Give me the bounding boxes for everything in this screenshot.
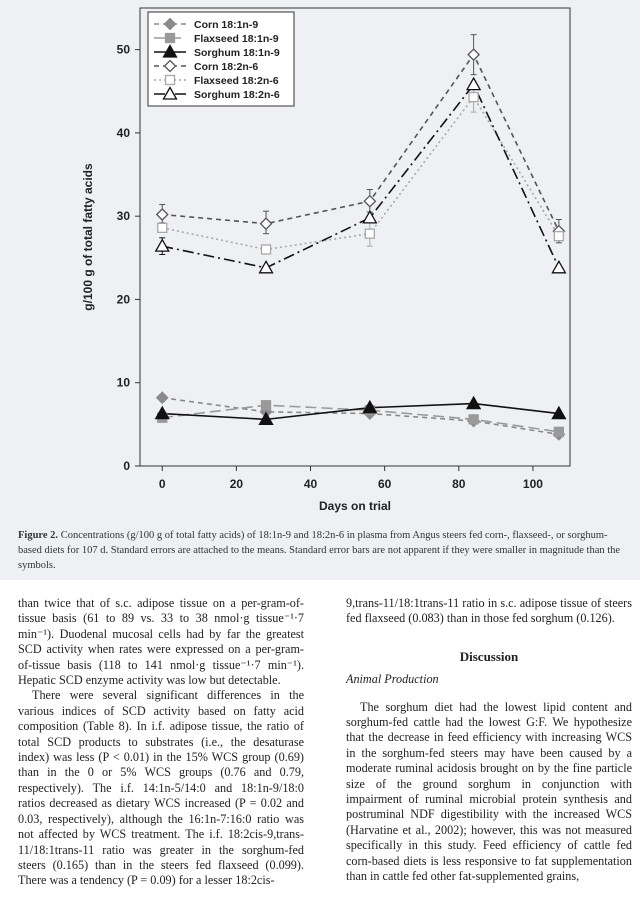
paragraph: than twice that of s.c. adipose tissue on a per-gram-of-tissue basis (61 to 89 vs. 33 to 38 nmol·g tissue⁻¹·7 min⁻¹). Duodenal mucosal cells had by far the greatest SCD activity when rates were expressed on a per-gram-of-tissue basis (118 to 141 nmol·g tissue⁻¹·7 min⁻¹). Hepatic SCD enzyme activity was low but detectable. [18, 596, 304, 688]
data-point [467, 397, 480, 409]
data-point [158, 223, 167, 232]
legend-label: Flaxseed 18:2n-6 [194, 75, 279, 87]
x-tick-label: 20 [229, 477, 244, 491]
y-tick-label: 30 [116, 209, 130, 224]
data-point [261, 218, 272, 229]
data-point [260, 261, 273, 273]
figure-caption-text: Concentrations (g/100 g of total fatty acids) of 18:1n-9 and 18:2n-6 in plasma from Angus steers fed corn-, flaxseed-, or sorghum-based diets for 107 d. Standard errors are attached to the means. Standard error bars are not apparent if they were smaller in magnitude than the symbols. [18, 530, 621, 571]
figure-label: Figure 2. [18, 530, 59, 541]
y-tick-label: 50 [116, 42, 130, 57]
x-tick-label: 80 [452, 477, 466, 491]
right-text-column [346, 596, 632, 885]
series-line [162, 398, 559, 435]
series-line [162, 97, 559, 249]
y-axis-title: g/100 g of total fatty acids [81, 163, 95, 311]
data-point [469, 93, 478, 102]
figure-caption [18, 528, 630, 573]
left-text-column [18, 596, 304, 889]
x-tick-label: 100 [522, 477, 543, 491]
data-point [363, 211, 376, 223]
y-tick-label: 10 [116, 375, 130, 390]
series-lines [162, 55, 559, 435]
chart-legend [148, 12, 294, 106]
y-tick-label: 20 [116, 292, 130, 307]
data-point [554, 427, 563, 436]
data-point [262, 245, 271, 254]
x-tick-label: 0 [158, 477, 166, 491]
series-markers [156, 49, 566, 440]
subsection-heading: Animal Production [346, 672, 439, 687]
y-tick-label: 0 [123, 459, 130, 473]
data-point [469, 415, 478, 424]
legend-label: Sorghum 18:1n-9 [194, 47, 280, 59]
legend-marker [166, 34, 175, 43]
x-axis-title: Days on trial [318, 499, 392, 513]
data-point [365, 229, 374, 238]
data-point [157, 392, 168, 403]
data-point [552, 261, 565, 273]
data-point [467, 78, 480, 90]
paragraph: The sorghum diet had the lowest lipid content and sorghum-fed cattle had the lowest G:F. We hypothesize that the decrease in feed efficiency with increasing WCS in the sorghum-fed steers may have been caused by a moderate ruminal acidosis brought on by the fine particle size of the ground sorghum in conjunction with impairment of ruminal microbial protein synthesis and postruminal NDF digestibility with the increased WCS (Harvatine et al., 2002); however, this was not measured specifically in this study. Feed efficiency of cattle fed corn-based diets is less responsive to fat supplementation than in cattle fed other fat-supplemented grains, [346, 699, 632, 884]
y-tick-label: 40 [116, 125, 130, 140]
legend-label: Corn 18:1n-9 [194, 19, 259, 31]
legend-label: Flaxseed 18:1n-9 [194, 33, 279, 45]
data-point [468, 49, 479, 60]
legend-label: Sorghum 18:2n-6 [194, 89, 280, 101]
data-point [554, 232, 563, 241]
data-point [156, 240, 169, 252]
paragraph: 9,trans-11/18:1trans-11 ratio in s.c. adipose tissue of steers fed flaxseed (0.083) than in those fed sorghum (0.126). [346, 596, 632, 626]
data-point [262, 401, 271, 410]
data-point [364, 196, 375, 207]
paragraph: There were several significant differences in the various indices of SCD activity based on fatty acid composition (Table 8). In i.f. adipose tissue, the ratio of total SCD products to substrates (i.e., the desaturase index) was less (P < 0.01) in the 15% WCS group (0.69) than in the 0 or 5% WCS groups (0.76 and 0.79, respectively). The i.f. 14:1n-5/14:0 and 18:1n-9/18:0 ratios decreased as dietary WCS increased (P = 0.02 and 0.03, respectively), although the 16:1n-7:16:0 ratio was not affected by WCS treatment. The i.f. 18:2cis-9,trans-11/18:1trans-11 ratio was greater in the sorghum-fed steers (0.165) than in the steers fed flaxseed (0.099). There was a tendency (P = 0.09) for a lesser 18:2cis- [18, 688, 304, 888]
section-heading-discussion: Discussion [459, 648, 519, 664]
x-tick-label: 40 [303, 477, 318, 491]
x-tick-label: 60 [377, 477, 392, 491]
legend-marker [166, 76, 175, 85]
data-point [157, 209, 168, 220]
series-line [162, 404, 559, 420]
legend-label: Corn 18:2n-6 [194, 61, 259, 73]
